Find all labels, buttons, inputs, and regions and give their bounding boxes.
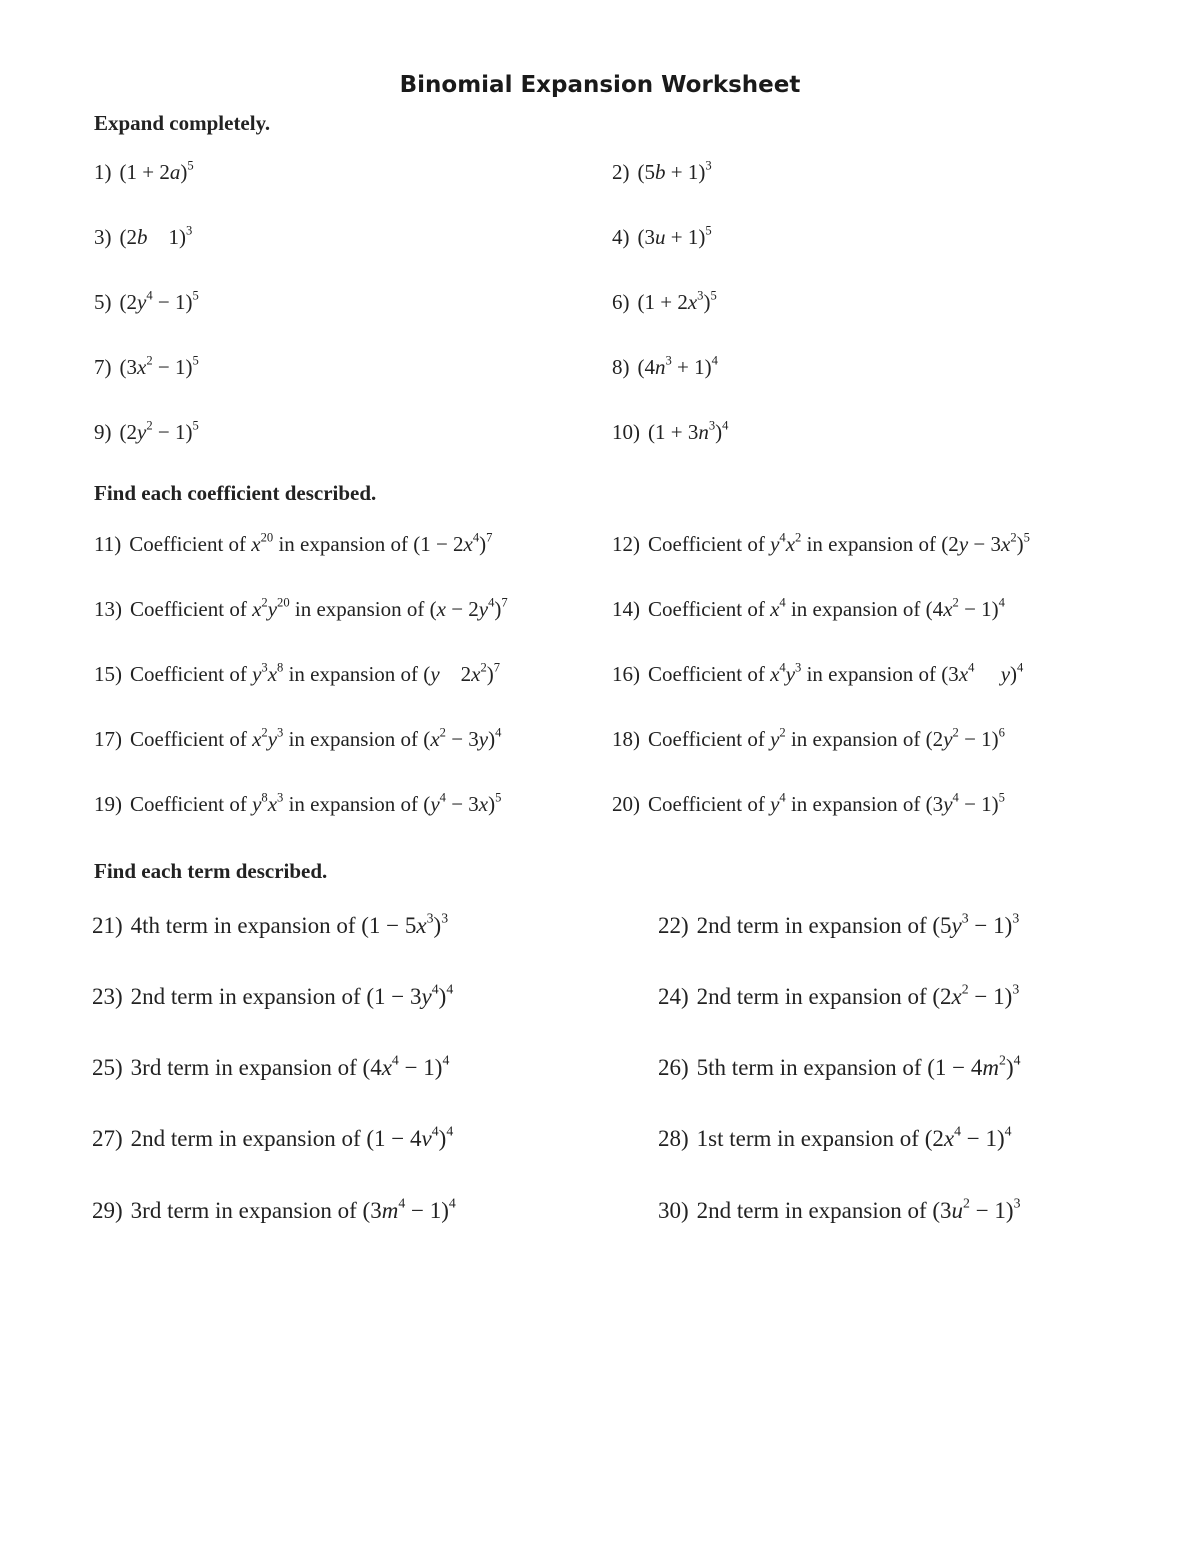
problem-11 — [94, 532, 492, 557]
problem-24 — [658, 981, 1020, 1010]
problem-number: 12) — [612, 532, 640, 556]
problem-expression: Coefficient of $y^8x^3$ in expansion of $(y^4 - 3x)^5$ — [130, 790, 502, 816]
problem-number: 13) — [94, 597, 122, 621]
section-heading-term: Find each term described. — [94, 859, 328, 883]
problem-number: 8) — [612, 355, 630, 379]
problem-13 — [94, 597, 508, 622]
problem-number: 24) — [658, 984, 689, 1009]
problem-6 — [612, 290, 717, 315]
problem-expression: Coefficient of $x^2y^3$ in expansion of $(x^2 - 3y)^4$ — [130, 725, 502, 751]
problem-expression: 2nd term in expansion of $(3u^2 - 1)^3$ — [696, 1195, 1021, 1223]
problem-number: 9) — [94, 420, 112, 444]
problem-number: 17) — [94, 727, 122, 751]
problem-number: 30) — [658, 1198, 689, 1223]
problem-number: 14) — [612, 597, 640, 621]
problem-expression: 2nd term in expansion of $(1 - 4v^4)^4$ — [130, 1123, 454, 1151]
problem-number: 23) — [92, 984, 123, 1009]
problem-expression: 5th term in expansion of $(1 - 4m^2)^4$ — [696, 1052, 1021, 1080]
problem-number: 2) — [612, 160, 630, 184]
problem-30 — [658, 1195, 1021, 1224]
problem-number: 27) — [92, 1126, 123, 1151]
problem-expression: Coefficient of $x^{20}$ in expansion of $(1 - 2x^4)^7$ — [129, 530, 493, 556]
problem-23 — [92, 981, 454, 1010]
problem-number: 28) — [658, 1126, 689, 1151]
problem-17 — [94, 727, 501, 752]
problem-number: 6) — [612, 290, 630, 314]
section-heading-expand: Expand completely. — [94, 111, 271, 135]
problem-expression: (2b 1)$^3$ — [119, 223, 193, 249]
problem-number: 25) — [92, 1055, 123, 1080]
problem-number: 1) — [94, 160, 112, 184]
problem-number: 26) — [658, 1055, 689, 1080]
problem-expression: $(3u + 1)^5$ — [637, 223, 712, 249]
problem-14 — [612, 597, 1005, 622]
problem-expression: 2nd term in expansion of $(2x^2 - 1)^3$ — [696, 981, 1020, 1009]
problem-expression: $(2y^4 - 1)^5$ — [119, 288, 199, 314]
problem-expression: 3rd term in expansion of $(4x^4 - 1)^4$ — [130, 1052, 450, 1080]
problem-15 — [94, 662, 500, 687]
problem-7 — [94, 355, 199, 380]
problem-5 — [94, 290, 199, 315]
section-heading-coefficient: Find each coefficient described. — [94, 481, 377, 505]
problem-29 — [92, 1195, 456, 1224]
problem-number: 29) — [92, 1198, 123, 1223]
problem-number: 22) — [658, 913, 689, 938]
problem-expression: 2nd term in expansion of $(5y^3 - 1)^3$ — [696, 910, 1020, 938]
problem-number: 15) — [94, 662, 122, 686]
problem-21 — [92, 910, 449, 939]
problem-28 — [658, 1123, 1012, 1152]
problem-18 — [612, 727, 1005, 752]
problem-expression: Coefficient of $y^2$ in expansion of $(2y^2 - 1)^6$ — [648, 725, 1005, 751]
problem-expression: $(2y^2 - 1)^5$ — [119, 418, 199, 444]
problem-26 — [658, 1052, 1021, 1081]
problem-2 — [612, 160, 712, 185]
problem-expression: $(1 + 2a)^5$ — [119, 158, 194, 184]
problem-expression: Coefficient of $y^4$ in expansion of $(3y^4 - 1)^5$ — [648, 790, 1005, 816]
problem-number: 16) — [612, 662, 640, 686]
problem-expression: 3rd term in expansion of $(3m^4 - 1)^4$ — [130, 1195, 456, 1223]
problem-10 — [612, 420, 728, 445]
problem-expression: Coefficient of $y^4x^2$ in expansion of $(2y - 3x^2)^5$ — [648, 530, 1030, 556]
problem-expression: $(1 + 2x^3)^5$ — [637, 288, 717, 314]
problem-number: 7) — [94, 355, 112, 379]
problem-8 — [612, 355, 718, 380]
problem-1 — [94, 160, 194, 185]
problem-27 — [92, 1123, 454, 1152]
problem-number: 20) — [612, 792, 640, 816]
problem-expression: 4th term in expansion of $(1 - 5x^3)^3$ — [130, 910, 449, 938]
problem-expression: Coefficient of $x^2y^{20}$ in expansion of $(x - 2y^4)^7$ — [130, 595, 508, 621]
problem-expression: 2nd term in expansion of $(1 - 3y^4)^4$ — [130, 981, 454, 1009]
problem-number: 5) — [94, 290, 112, 314]
problem-expression: Coefficient of $x^4y^3$ in expansion of ($3x^4$ y)$^4$ — [648, 660, 1024, 686]
problem-number: 21) — [92, 913, 123, 938]
problem-22 — [658, 910, 1020, 939]
problem-expression: $(1 + 3n^3)^4$ — [648, 418, 729, 444]
problem-16 — [612, 662, 1023, 687]
problem-4 — [612, 225, 712, 250]
problem-number: 19) — [94, 792, 122, 816]
problem-expression: Coefficient of $x^4$ in expansion of $(4x^2 - 1)^4$ — [648, 595, 1005, 621]
problem-3 — [94, 225, 192, 250]
problem-12 — [612, 532, 1030, 557]
problem-expression: 1st term in expansion of $(2x^4 - 1)^4$ — [696, 1123, 1012, 1151]
problem-number: 3) — [94, 225, 112, 249]
problem-number: 11) — [94, 532, 122, 556]
problem-9 — [94, 420, 199, 445]
problem-expression: Coefficient of $y^3x^8$ in expansion of (y $2x^2)^7$ — [130, 660, 501, 686]
worksheet-title: Binomial Expansion Worksheet — [399, 72, 801, 98]
problem-25 — [92, 1052, 450, 1081]
problem-expression: $(5b + 1)^3$ — [637, 158, 712, 184]
problem-expression: $(4n^3 + 1)^4$ — [637, 353, 718, 379]
problem-number: 10) — [612, 420, 640, 444]
problem-20 — [612, 792, 1005, 817]
problem-expression: $(3x^2 - 1)^5$ — [119, 353, 199, 379]
problem-19 — [94, 792, 501, 817]
problem-number: 18) — [612, 727, 640, 751]
problem-number: 4) — [612, 225, 630, 249]
